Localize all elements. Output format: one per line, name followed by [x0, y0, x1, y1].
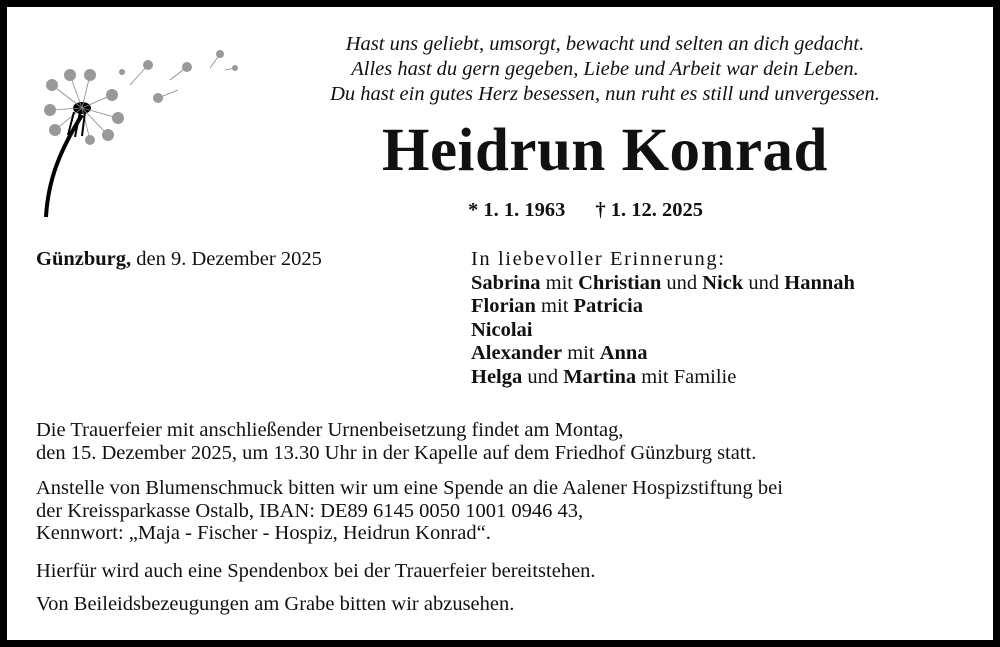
- place: Günzburg,: [36, 248, 132, 270]
- birth-date: * 1. 1. 1963: [468, 199, 566, 221]
- mourner: Nick: [702, 271, 744, 294]
- connector: und: [743, 271, 785, 294]
- verse-line: Alles hast du gern gegeben, Liebe und Arbeit war dein Leben.: [351, 58, 859, 80]
- text-line: Von Beileidsbezeugungen am Grabe bitten wir abzusehen.: [36, 593, 515, 615]
- connector: mit Familie: [636, 365, 737, 388]
- mourner-line: [471, 272, 855, 296]
- text-line: Die Trauerfeier mit anschließender Urnenbeisetzung findet am Montag,: [36, 419, 624, 441]
- mourner: Patricia: [573, 295, 643, 317]
- condolence-paragraph: [36, 593, 976, 616]
- mourner-line: [471, 295, 855, 319]
- connector: mit: [540, 271, 579, 294]
- deceased-name: Heidrun Konrad: [382, 117, 828, 184]
- verse-line: Hast uns geliebt, umsorgt, bewacht und selten an dich gedacht.: [345, 33, 865, 55]
- mourner: Anna: [599, 342, 648, 364]
- mourners: [471, 248, 855, 389]
- mourner: Helga: [471, 365, 523, 388]
- donation-box-paragraph: [36, 560, 976, 583]
- connector: mit: [562, 342, 600, 364]
- date: den 9. Dezember 2025: [136, 248, 322, 270]
- verse: [250, 32, 960, 107]
- text-line: Hierfür wird auch eine Spendenbox bei der Trauerfeier bereitstehen.: [36, 560, 596, 582]
- mourner-line: [471, 342, 855, 366]
- dandelion-icon: [30, 40, 250, 225]
- mourners-heading: In liebevoller Erinnerung:: [471, 248, 726, 270]
- death-date: † 1. 12. 2025: [595, 199, 703, 221]
- text-line: der Kreissparkasse Ostalb, IBAN: DE89 6145 0050 1001 0946 43,: [36, 499, 584, 522]
- mourner: Alexander: [471, 342, 563, 364]
- text-line: Anstelle von Blumenschmuck bitten wir um eine Spende an die Aalener Hospizstiftung bei: [36, 477, 783, 499]
- mourner: Florian: [471, 295, 536, 317]
- connector: mit: [535, 295, 574, 317]
- text-line: den 15. Dezember 2025, um 13.30 Uhr in der Kapelle auf dem Friedhof Günzburg statt.: [36, 441, 757, 464]
- mourner: Christian: [578, 271, 662, 294]
- donation-paragraph: [36, 477, 976, 545]
- life-dates: [468, 199, 733, 222]
- text-line: Kennwort: „Maja - Fischer - Hospiz, Heidrun Konrad“.: [36, 522, 491, 544]
- funeral-paragraph: [36, 419, 976, 464]
- mourner: Nicolai: [471, 318, 533, 341]
- mourner: Hannah: [784, 271, 855, 294]
- mourner-line: [471, 319, 855, 343]
- mourner: Sabrina: [471, 271, 541, 294]
- mourner: Martina: [563, 365, 637, 388]
- connector: und: [661, 271, 703, 294]
- place-date: [36, 248, 322, 271]
- connector: und: [522, 365, 564, 388]
- mourner-line: [471, 366, 855, 390]
- verse-line: Du hast ein gutes Herz besessen, nun ruht es still und unvergessen.: [330, 83, 880, 105]
